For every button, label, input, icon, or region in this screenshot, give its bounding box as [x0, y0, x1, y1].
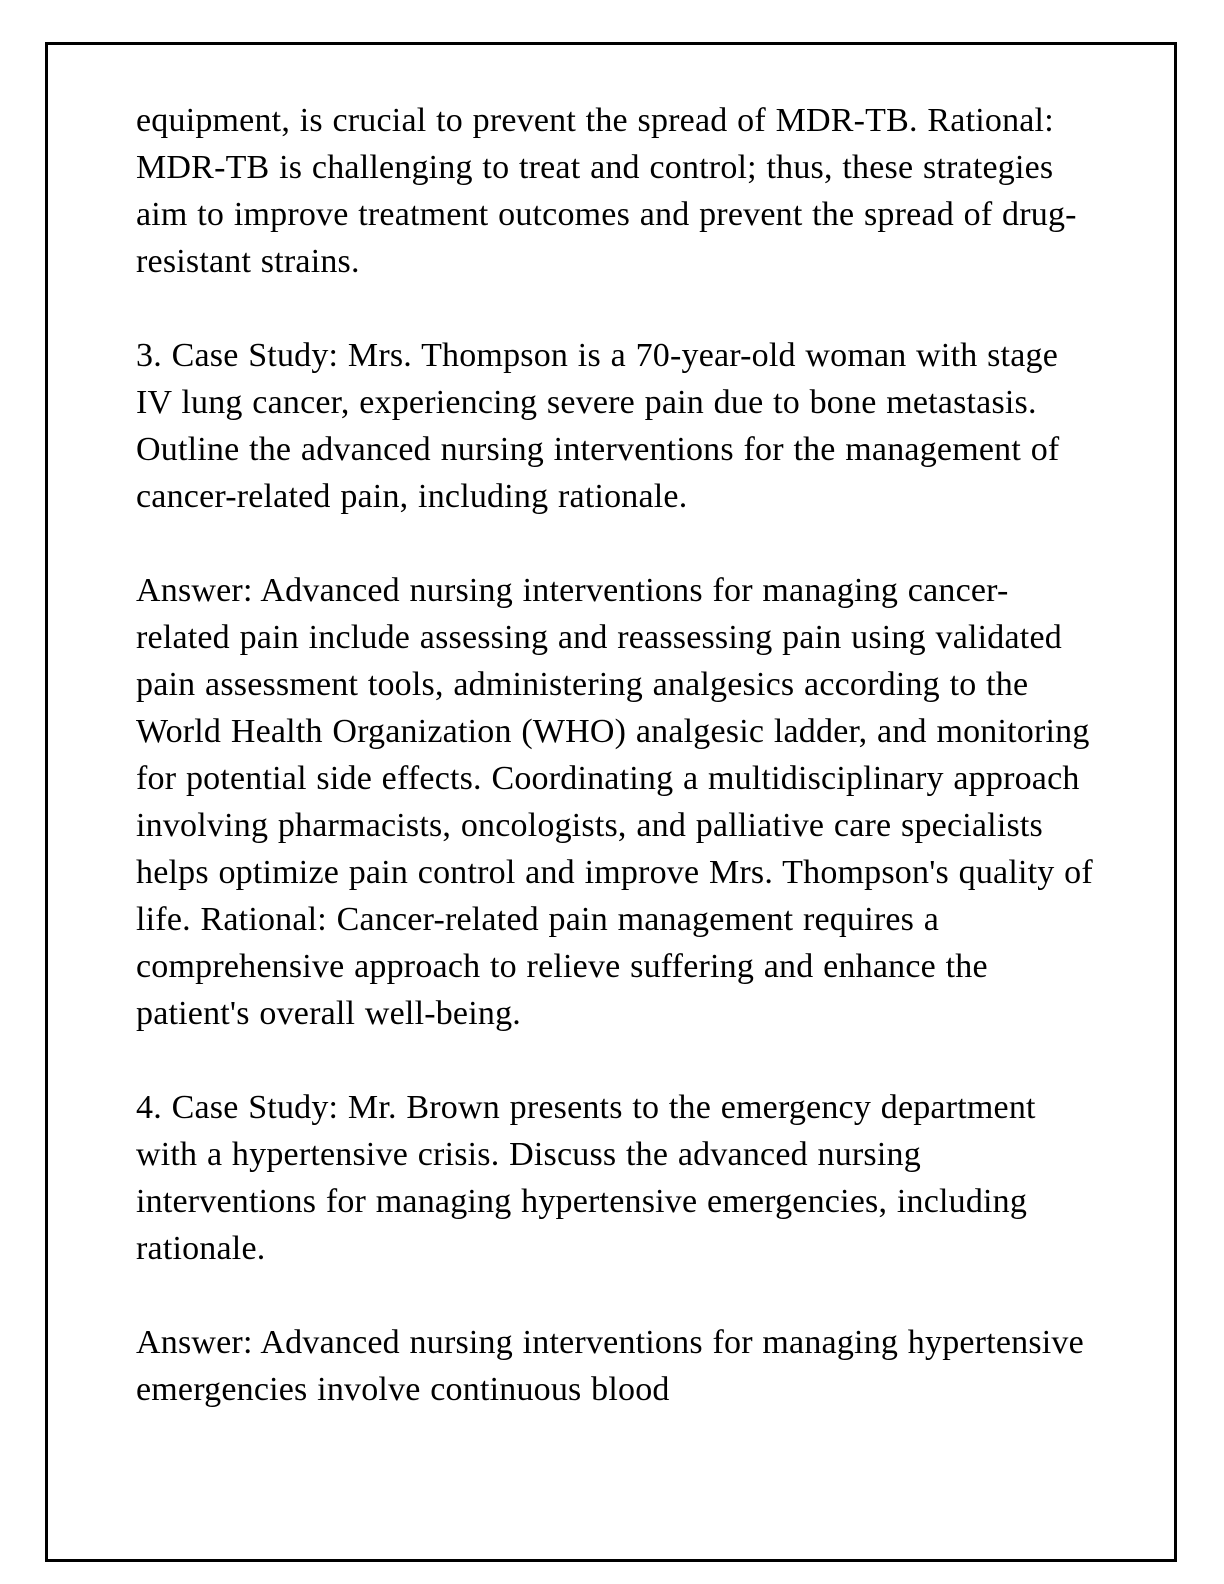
document-body-text	[136, 97, 1094, 1539]
paragraph-mdr-tb-continuation: equipment, is crucial to prevent the spread of MDR-TB. Rational: MDR-TB is challenging to treat and control; thus, these strategies aim to improve treatment outcomes and prevent the spread of drug-resistant strains.	[136, 102, 1077, 280]
paragraph-answer-4-partial: Answer: Advanced nursing interventions for managing hypertensive emergencies involve continuous blood	[136, 1324, 1084, 1408]
paragraph-case-study-3: 3. Case Study: Mrs. Thompson is a 70-year-old woman with stage IV lung cancer, experiencing severe pain due to bone metastasis. Outline the advanced nursing interventions for the management of cancer-related pain, including rationale.	[136, 337, 1060, 515]
paragraph-case-study-4: 4. Case Study: Mr. Brown presents to the emergency department with a hypertensive crisis. Discuss the advanced nursing interventions for managing hypertensive emergencies, including rationale.	[136, 1089, 1036, 1267]
paragraph-answer-3: Answer: Advanced nursing interventions for managing cancer-related pain include assessing and reassessing pain using validated pain assessment tools, administering analgesics according to the World Health Organization (WHO) analgesic ladder, and monitoring for potential side effects. Coordinating a multidisciplinary approach involving pharmacists, oncologists, and palliative care specialists helps optimize pain control and improve Mrs. Thompson's quality of life. Rational: Cancer-related pain management requires a comprehensive approach to relieve suffering and enhance the patient's overall well-being.	[136, 572, 1093, 1032]
document-page-border	[45, 42, 1177, 1562]
